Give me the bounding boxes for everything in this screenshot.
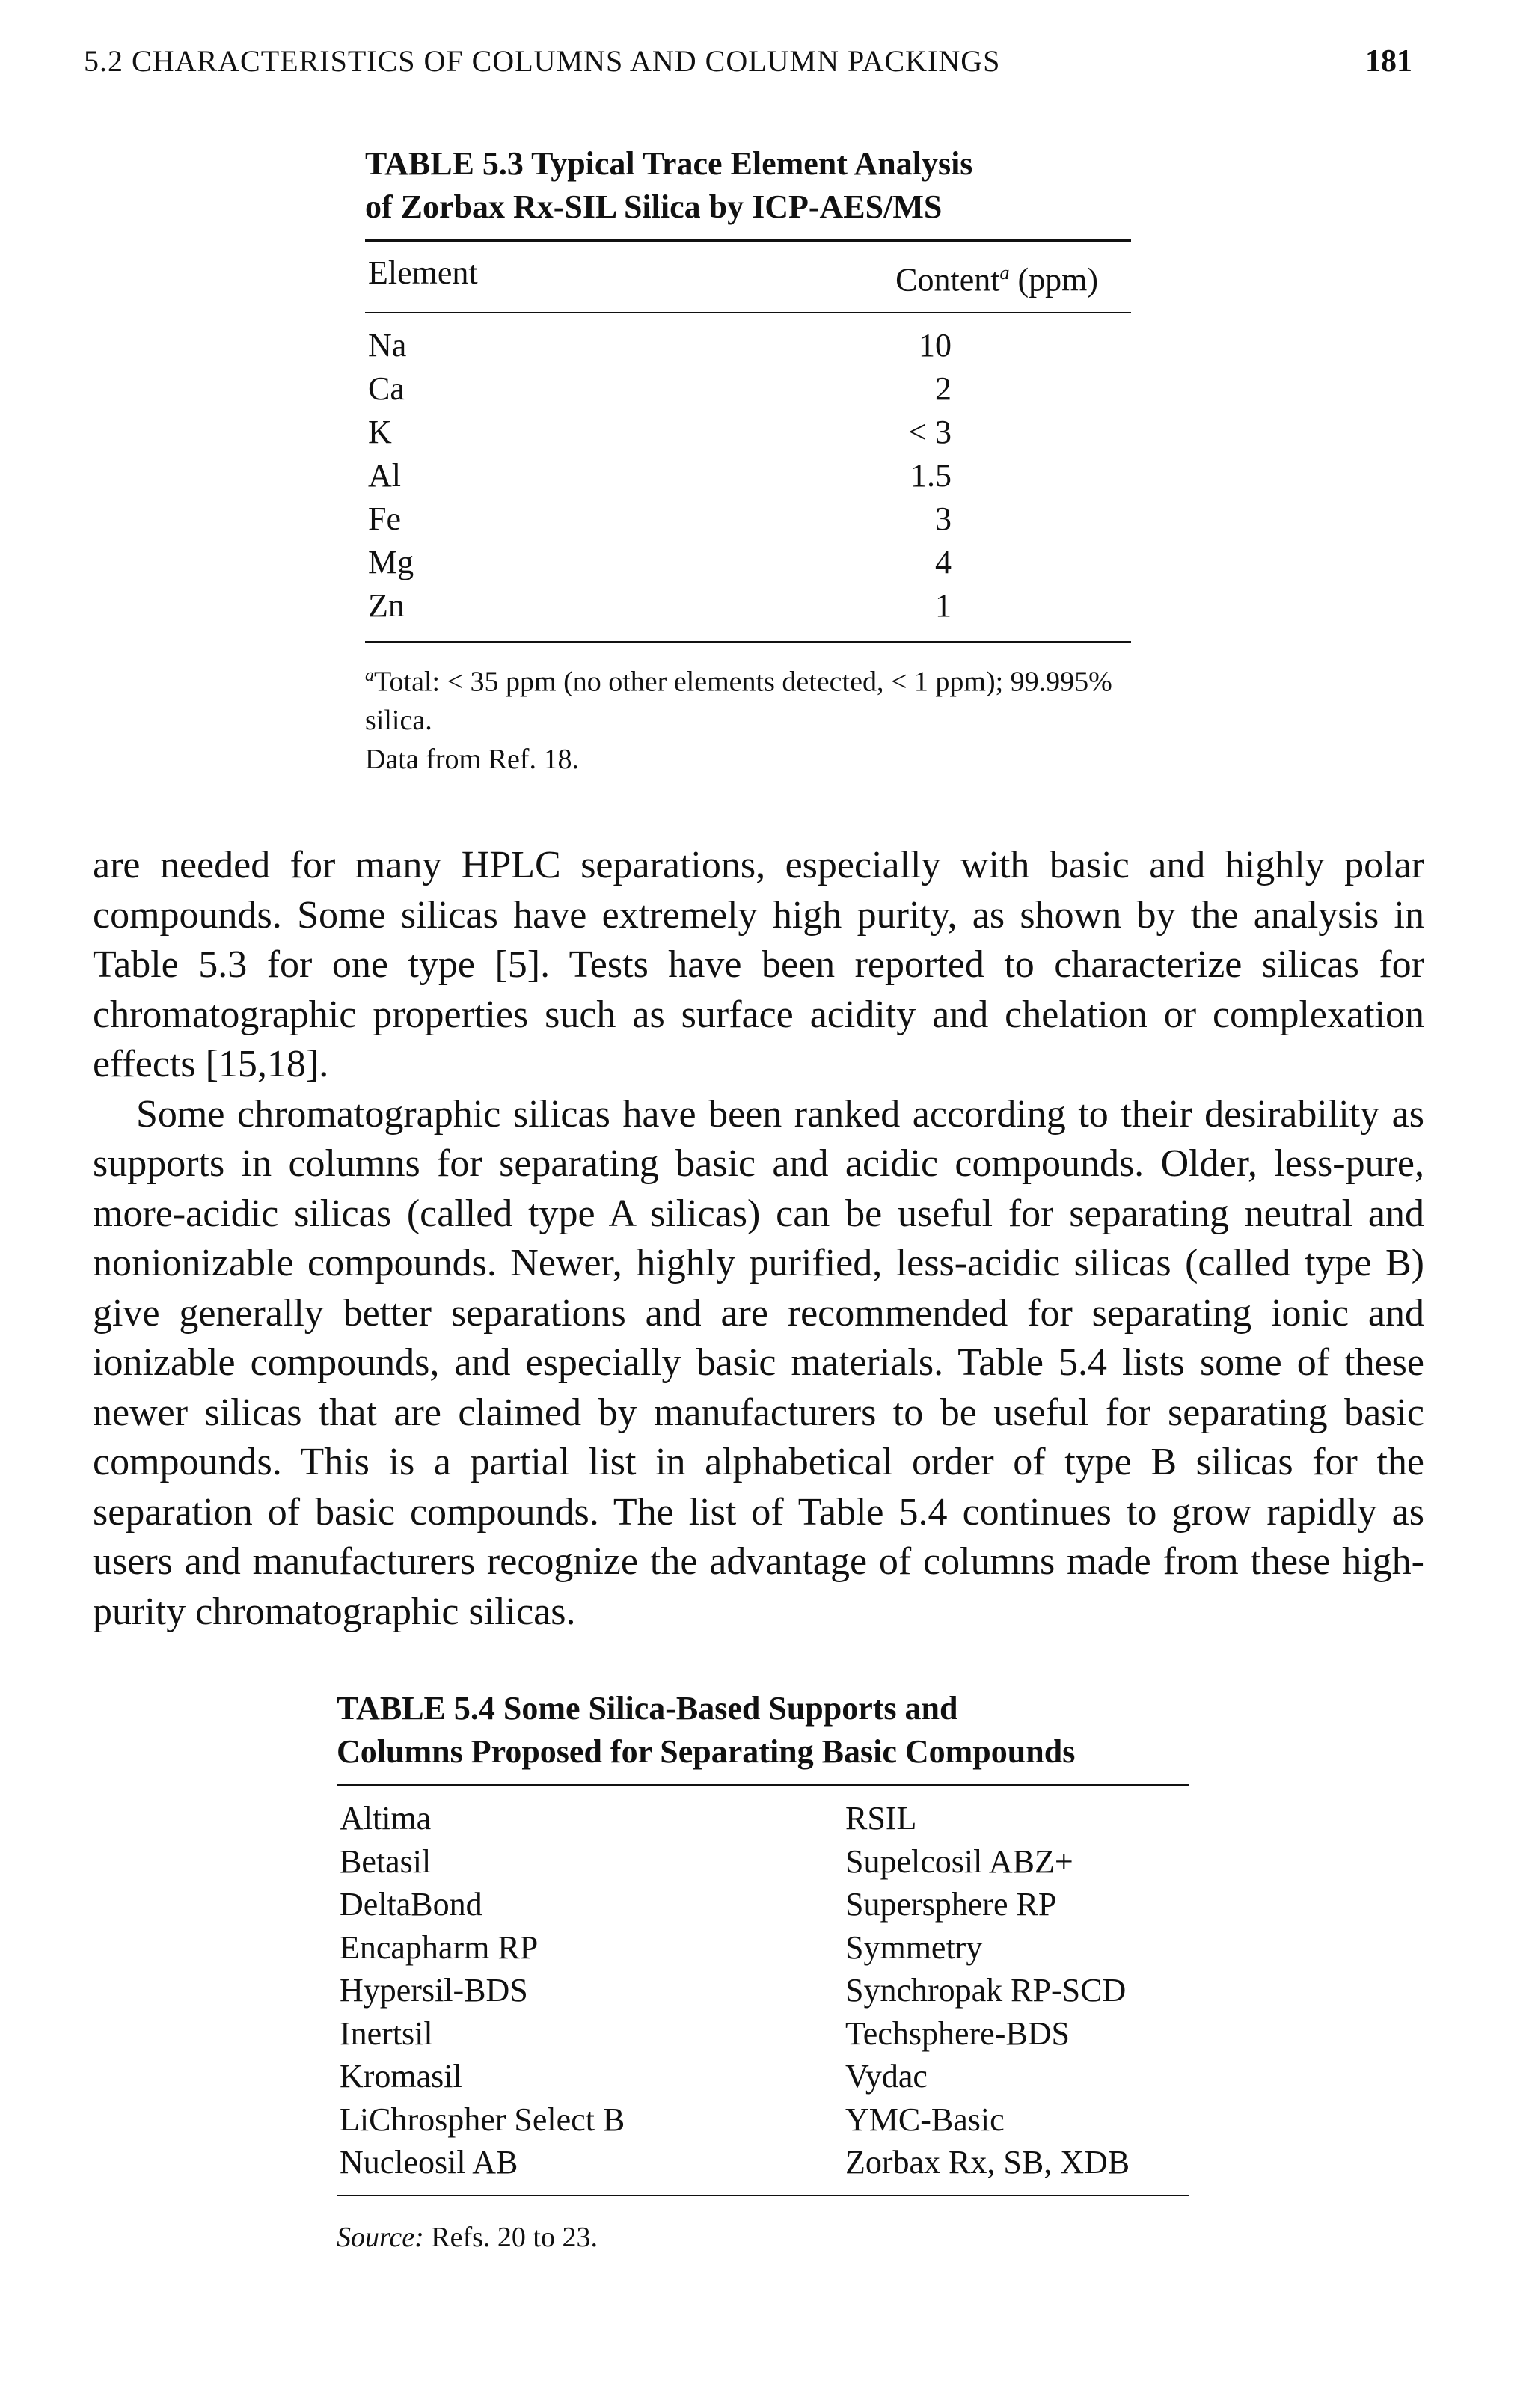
content-label: Content (895, 261, 1000, 298)
column-name-left: Betasil (340, 1842, 432, 1880)
table-row (337, 1926, 1189, 1970)
table-row (337, 1840, 1189, 1884)
footnote-source: Data from Ref. 18. (365, 744, 579, 776)
page-number: 181 (1365, 44, 1412, 79)
table-row (337, 2055, 1189, 2098)
content-cell: 10 (919, 326, 952, 364)
column-name-right: Vydac (845, 2058, 928, 2095)
column-header-content (895, 252, 1128, 301)
column-name-left: Kromasil (340, 2058, 462, 2095)
table-5-3-title-line2: of Zorbax Rx-SIL Silica by ICP-AES/MS (365, 189, 943, 225)
source-label: Source: (337, 2221, 424, 2253)
table-5-4-title (337, 1687, 1189, 1774)
content-unit: (ppm) (1009, 261, 1098, 298)
table-header-row (365, 242, 1131, 312)
table-row (337, 1969, 1189, 2012)
footnote-total (365, 656, 1131, 741)
table-row (365, 497, 1131, 541)
column-name-left: LiChrospher Select B (340, 2101, 625, 2138)
table-row (365, 367, 1131, 411)
paragraph-1: are needed for many HPLC separations, especially with basic and highly polar compounds. Some silicas have extremely high purity, as shown by the analysis in Table 5.3 for one type [5]. Tests have been reported to characterize silicas for chromatographic properties such as surface acidity and chelation or complexation effects [15,18]. (93, 844, 1424, 1085)
column-name-right: Zorbax Rx, SB, XDB (845, 2144, 1130, 2181)
content-cell: < 3 (908, 413, 952, 450)
column-name-right: Supersphere RP (845, 1886, 1057, 1923)
table-row (337, 2141, 1189, 2184)
column-name-left: Hypersil-BDS (340, 1972, 528, 2009)
element-cell: Al (368, 456, 401, 494)
column-name-left: DeltaBond (340, 1886, 482, 1923)
table-row (365, 454, 1131, 497)
table-row (365, 324, 1131, 367)
footnote-marker: a (999, 262, 1010, 284)
element-cell: Zn (368, 586, 405, 624)
footnote-text: Total: < 35 ppm (no other elements detected, < 1 ppm); 99.995% silica. (365, 666, 1112, 737)
body-text (93, 841, 1424, 1637)
column-name-left: Inertsil (340, 2015, 433, 2052)
column-name-right: Techsphere-BDS (845, 2015, 1070, 2052)
table-5-3 (365, 142, 1131, 779)
source-text: Refs. 20 to 23. (423, 2221, 598, 2253)
content-cell: 1.5 (910, 456, 952, 494)
paragraph-2: Some chromatographic silicas have been ranked according to their desirability as supports in columns for separating basic and acidic compounds. Older, less-pure, more-acidic silicas (called type A silicas) can be useful for separating neutral and nonionizable compounds. Newer, highly purified, less-acidic silicas (called type B) give generally better separations and are recommended for separating ionic and ionizable compounds, and especially basic materials. Table 5.4 lists some of these newer silicas that are claimed by manufacturers to be useful for separating basic compounds. This is a partial list in alphabetical order of type B silicas for the separation of basic compounds. The list of Table 5.4 continues to grow rapidly as users and manufacturers recognize the advantage of columns made from these high-purity chromatographic silicas. (93, 1092, 1424, 1633)
element-cell: K (368, 413, 392, 450)
column-name-right: Symmetry (845, 1928, 983, 1966)
content-cell: 3 (935, 500, 952, 537)
table-5-3-title (365, 142, 1131, 229)
table-5-4-source (337, 2196, 1189, 2256)
element-cell: Na (368, 326, 407, 364)
section-title: 5.2 CHARACTERISTICS OF COLUMNS AND COLUMN PACKINGS (84, 44, 1001, 78)
table-5-4-title-line2: Columns Proposed for Separating Basic Compounds (337, 1733, 1076, 1770)
table-5-3-footnote (365, 643, 1131, 779)
table-row (337, 2012, 1189, 2056)
element-cell: Ca (368, 370, 405, 407)
column-name-right: Synchropak RP-SCD (845, 1972, 1127, 2009)
column-name-right: Supelcosil ABZ+ (845, 1842, 1073, 1880)
column-name-left: Nucleosil AB (340, 2144, 518, 2181)
element-cell: Mg (368, 543, 414, 580)
table-5-4-title-line1: TABLE 5.4 Some Silica-Based Supports and (337, 1690, 958, 1727)
table-5-3-body (365, 313, 1131, 641)
table-5-4 (337, 1687, 1189, 2256)
column-name-left: Encapharm RP (340, 1928, 539, 1966)
table-row (365, 541, 1131, 584)
table-row (337, 2098, 1189, 2142)
table-row (365, 411, 1131, 454)
column-name-right: RSIL (845, 1800, 917, 1836)
running-head (84, 43, 1412, 79)
table-row (365, 584, 1131, 628)
column-name-left: Altima (340, 1800, 432, 1836)
table-row (337, 1797, 1189, 1840)
table-row (337, 1883, 1189, 1926)
footnote-mark: a (365, 665, 374, 685)
table-5-4-body (337, 1786, 1189, 2195)
content-cell: 2 (935, 370, 952, 407)
table-5-3-title-line1: TABLE 5.3 Typical Trace Element Analysis (365, 145, 973, 182)
column-header-element: Element (368, 254, 478, 291)
column-name-right: YMC-Basic (845, 2101, 1005, 2138)
content-cell: 4 (935, 543, 952, 580)
content-cell: 1 (935, 586, 952, 624)
element-cell: Fe (368, 500, 401, 537)
